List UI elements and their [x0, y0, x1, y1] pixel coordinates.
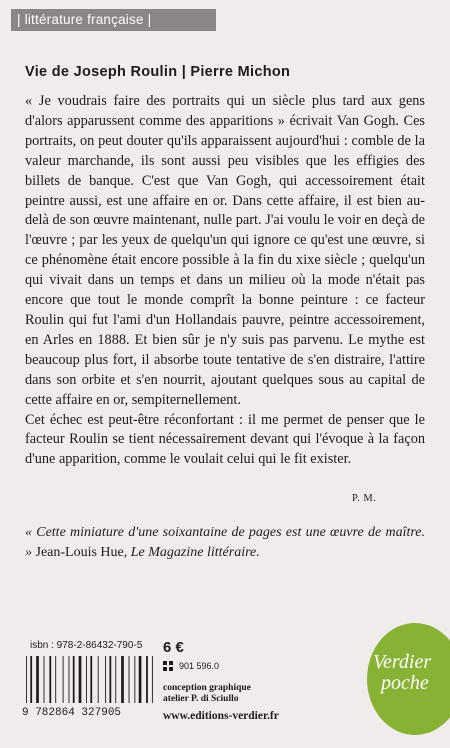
logo-line-1: Verdier	[373, 651, 432, 673]
product-code-row	[163, 661, 219, 671]
author-signature: P. M.	[352, 493, 377, 504]
credits-line-2: atelier P. di Sciullo	[163, 694, 239, 704]
barcode	[20, 656, 158, 718]
barcode-bar	[134, 656, 135, 703]
barcode-bar	[115, 656, 116, 703]
barcode-bar	[152, 656, 153, 703]
barcode-bar	[44, 656, 45, 703]
barcode-bar	[121, 656, 124, 703]
barcode-bar	[36, 656, 39, 703]
barcode-bar	[129, 656, 130, 703]
book-title: Vie de Joseph Roulin | Pierre Michon	[25, 64, 291, 80]
barcode-bar	[63, 656, 64, 703]
logo-line-2: poche	[381, 672, 429, 694]
barcode-bar	[26, 656, 27, 703]
barcode-bar	[73, 656, 75, 703]
quote-text: « Cette miniature d'une soixantaine de pages est une œuvre de maître. »	[25, 525, 425, 560]
barcode-bar	[139, 656, 142, 703]
product-code: 901 596.0	[179, 661, 220, 671]
publisher-website: www.editions-verdier.fr	[163, 710, 279, 722]
barcode-bar	[98, 656, 99, 703]
isbn-label: isbn : 978-2-86432-790-5	[30, 640, 143, 651]
barcode-digits: 9 782864 327905	[22, 707, 122, 718]
press-quote	[25, 523, 425, 562]
quote-source: Le Magazine littéraire.	[130, 544, 260, 560]
barcode-bar	[55, 656, 56, 703]
barcode-bar	[79, 656, 82, 703]
barcode-bar	[109, 656, 111, 703]
blurb-paragraph-2: Cet échec est peut-être réconfortant : il me permet de penser que le facteur Roulin se tient nécessairement devant qui l'évoque à la façon d'une apparition, comme le voulait celui qui le fit exister.	[25, 411, 425, 468]
barcode-bar	[86, 656, 87, 703]
quote-attribution: Jean-Louis Hue,	[35, 544, 128, 560]
design-credits	[163, 683, 251, 705]
blurb-paragraph-1: « Je voudrais faire des portraits qui un siècle plus tard aux gens d'alors apparussent comme des apparitions » écrivait Van Gogh. Ces portraits, on peut douter qu'ils apparaissent aujourd'hui : comble de la valeur marchande, ils sont aussi peu visibles que les effigies des billets de banque. C'est que Van Gogh, qui accessoirement était peintre aussi, est une affaire en or. Dans cette affaire, il est bien au-delà de son œuvre maintenant, nulle part. J'ai voulu le voir en deçà de l'œuvre ; par les yeux de quelqu'un qui ignore ce qu'est une œuvre, si ce phénomène était encore possible à la fin du xixe siècle ; quelqu'un qui vivait dans un temps et dans un milieu où la mode n'était pas encore que tout le monde comprît la bonne peinture : ce facteur Roulin qui fut l'ami d'un Hollandais pauvre, peintre accessoirement, en Arles en 1888. Et bien sûr je n'y suis pas parvenu. Le mythe est beaucoup plus fort, il absorbe toute tentative de s'en distraire, l'attire dans son orbite et s'en nourrit, ajoutant quelques sous au capital de cette affaire en or, sempiternellement.	[25, 93, 425, 408]
barcode-bar	[30, 656, 32, 703]
barcode-bar	[105, 656, 106, 703]
verdier-poche-logo	[367, 623, 450, 735]
barcode-bar	[90, 656, 92, 703]
barcode-bar	[146, 656, 148, 703]
price: 6 €	[163, 639, 184, 656]
barcode-bar	[69, 656, 70, 703]
back-cover-blurb	[25, 92, 425, 470]
credits-line-1: conception graphique	[163, 683, 251, 693]
series-banner	[11, 9, 216, 31]
series-label: | littérature française |	[17, 12, 152, 27]
barcode-bars	[26, 656, 153, 703]
barcode-bar	[49, 656, 51, 703]
recycle-icon	[163, 661, 173, 671]
